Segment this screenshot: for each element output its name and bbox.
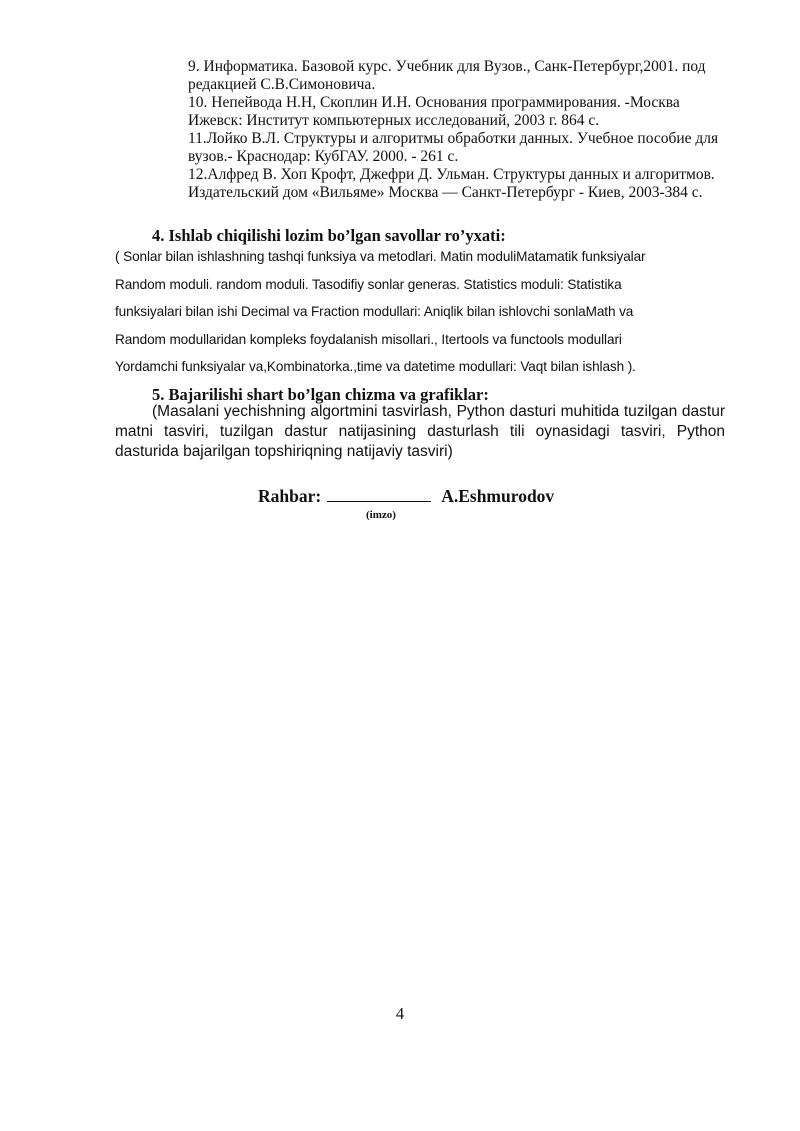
reference-item-10: 10. Непейвода Н.Н, Скоплин И.Н. Основания программирования. -Москва Ижевск: Институт компьютерных исследований, 2003 г. 864 с. [188,94,680,129]
reference-item-9: 9. Информатика. Базовой курс. Учебник для Вузов., Санк-Петербург,2001. под редакцией С.В.Симоновича. [188,58,706,93]
questions-line: funksiyalari bilan ishi Decimal va Fraction modullari: Aniqlik bilan ishlovchi sonlaMath va [115,304,634,319]
signature-name: A.Eshmurodov [441,486,555,506]
signature-line [327,487,431,502]
signature-block [258,486,554,507]
signature-label: Rahbar: [258,486,322,506]
section-5-text: (Masalani yechishning algortmini tasvirlash, Python dasturi muhitida tuzilgan dastur matni tasviri, tuzilgan dastur natijasining dasturlash tili oynasidagi tasviri, Python dasturida bajarilgan topshiriqning natijaviy tasviri) [115,403,725,460]
questions-line: Yordamchi funksiyalar va,Kombinatorka.,time va datetime modullari: Vaqt bilan ishlash ). [115,359,636,374]
section-4-heading: 4. Ishlab chiqilishi lozim bo’lgan savollar ro’yxati: [152,226,506,245]
section-5-heading: 5. Bajarilishi shart bo’lgan chizma va grafiklar: [152,385,489,404]
reference-item-12: 12.Алфред В. Хоп Крофт, Джефри Д. Ульман. Структуры данных и алгоритмов. Издательский дом «Вильяме» Москва — Санкт-Петербург - Киев, 2003-384 с. [188,166,715,201]
reference-item-11: 11.Лойко В.Л. Структуры и алгоритмы обработки данных. Учебное пособие для вузов.- Краснодар: КубГАУ. 2000. - 261 с. [188,130,719,165]
questions-line: Random modullaridan kompleks foydalanish misollari., Itertools va functools modullari [115,331,622,347]
questions-line: Random moduli. random moduli. Tasodifiy sonlar generas. Statistics moduli: Statistika [115,276,622,292]
signature-caption: (imzo) [366,509,396,521]
questions-list [115,243,715,381]
page-number: 4 [395,1004,405,1023]
questions-line: ( Sonlar bilan ishlashning tashqi funksiya va metodlari. Matin moduliMatamatik funksiyalar [115,249,646,264]
references-list [188,58,728,202]
